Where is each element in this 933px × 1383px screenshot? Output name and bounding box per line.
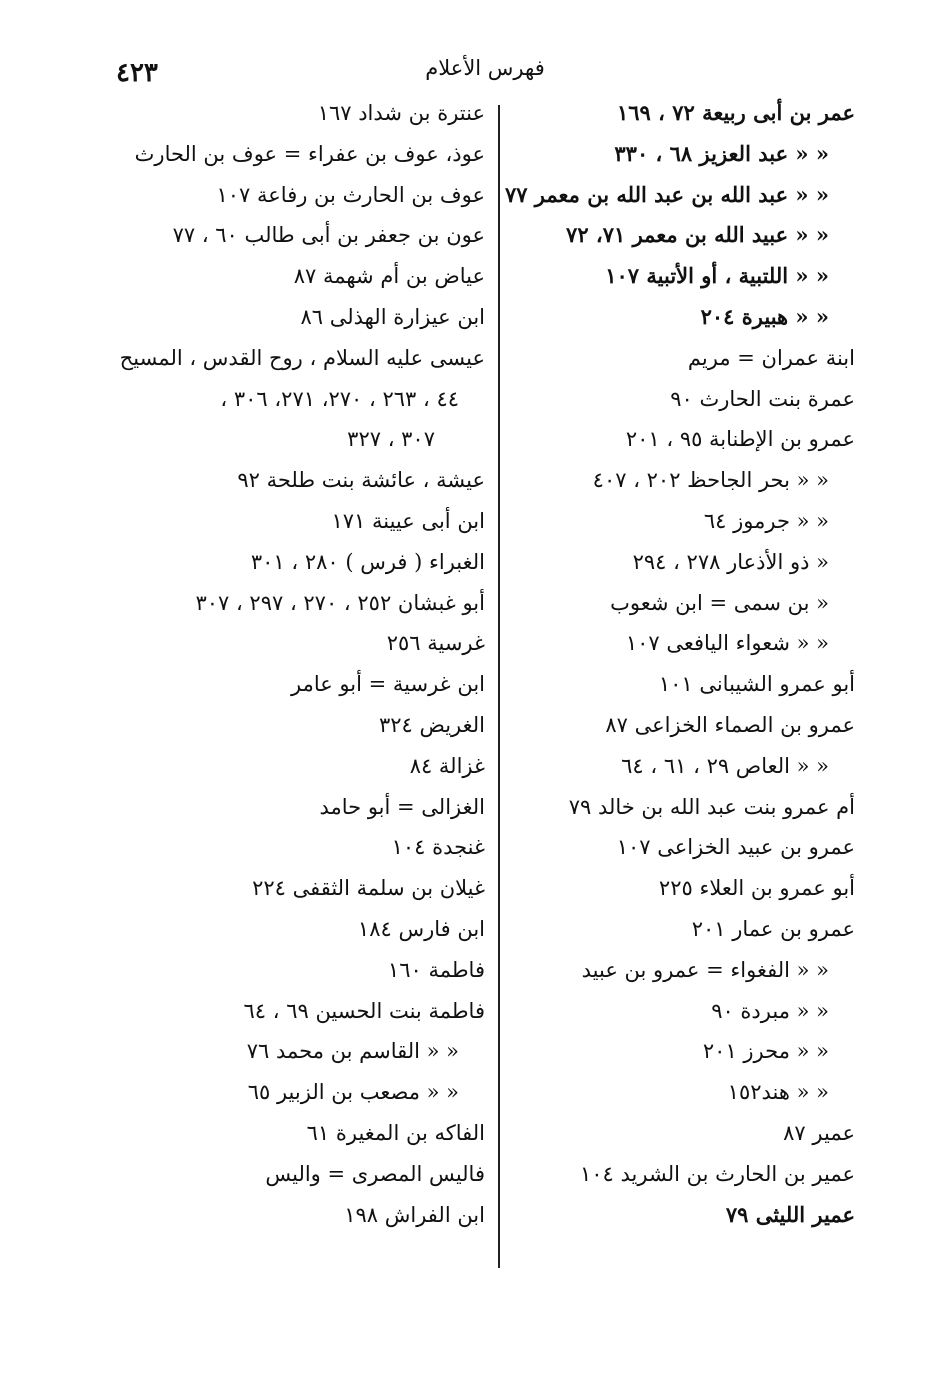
index-entry: « « عبد العزيز ٦٨ ، ٣٣٠	[614, 140, 829, 166]
index-entry: ابن فارس ١٨٤	[357, 916, 485, 941]
index-entry: « « بحر الجاحظ ٢٠٢ ، ٤٠٧	[592, 468, 829, 493]
index-entry: عمرو بن عمار ٢٠١	[691, 916, 855, 941]
page-number: ٤٢٣	[116, 58, 158, 88]
index-entry: ابن الفراش ١٩٨	[344, 1202, 485, 1227]
index-entry: ابن أبى عيينة ١٧١	[331, 508, 485, 533]
index-entry: أم عمرو بنت عبد الله بن خالد ٧٩	[568, 794, 855, 819]
index-column-left	[100, 93, 485, 1235]
index-entry: « « هند١٥٢	[727, 1080, 829, 1105]
index-entry: عون بن جعفر بن أبى طالب ٦٠ ، ٧٧	[172, 223, 485, 248]
index-entry: الغبراء ( فرس ) ٢٨٠ ، ٣٠١	[250, 549, 485, 574]
index-entry: « « عبيد الله بن معمر ٧١، ٧٢	[566, 222, 829, 248]
index-entry: أبو عمرو بن العلاء ٢٢٥	[658, 876, 855, 901]
index-entry: ابن غرسية = أبو عامر	[290, 672, 485, 697]
index-entry: عوذ، عوف بن عفراء = عوف بن الحارث	[134, 141, 485, 166]
column-divider	[498, 105, 500, 1268]
index-entry: « « اللتبية ، أو الأتبية ١٠٧	[605, 263, 829, 289]
index-entry: عياض بن أم شهمة ٨٧	[293, 264, 485, 289]
index-entry: « « مصعب بن الزبير ٦٥	[247, 1080, 459, 1105]
index-entry: عمرة بنت الحارث ٩٠	[670, 386, 855, 411]
index-entry: الغزالى = أبو حامد	[319, 794, 485, 819]
index-entry: ابن عيزارة الهذلى ٨٦	[300, 304, 485, 329]
index-entry: غرسية ٢٥٦	[386, 631, 485, 656]
index-column-right	[505, 93, 855, 1235]
index-entry: عمير بن الحارث بن الشريد ١٠٤	[580, 1161, 855, 1186]
index-entry: غنجدة ١٠٤	[391, 835, 485, 860]
index-entry: عيشة ، عائشة بنت طلحة ٩٢	[237, 468, 485, 493]
index-entry: ٣٠٧ ، ٣٢٧	[347, 427, 435, 452]
index-entry: « « هبيرة ٢٠٤	[700, 303, 829, 329]
index-entry: أبو عمرو الشيبانى ١٠١	[658, 672, 855, 697]
index-entry: فاطمة بنت الحسين ٦٩ ، ٦٤	[243, 998, 485, 1023]
index-entry: أبو غبشان ٢٥٢ ، ٢٧٠ ، ٢٩٧ ، ٣٠٧	[195, 590, 485, 615]
index-entry: عمير الليثى ٧٩	[725, 1201, 855, 1227]
index-entry: فاليس المصرى = واليس	[265, 1161, 485, 1186]
running-head-title: فهرس الأعلام	[425, 56, 545, 80]
index-entry: « « القاسم بن محمد ٧٦	[246, 1039, 459, 1064]
index-entry: « « مبردة ٩٠	[711, 998, 829, 1023]
index-entry: « ذو الأذعار ٢٧٨ ، ٢٩٤	[632, 549, 829, 574]
index-entry: الغريض ٣٢٤	[378, 712, 485, 737]
index-entry: عنترة بن شداد ١٦٧	[317, 101, 485, 125]
index-entry: عمرو بن الصماء الخزاعى ٨٧	[605, 712, 855, 737]
index-entry: عمرو بن الإطنابة ٩٥ ، ٢٠١	[625, 427, 855, 452]
index-entry: غزالة ٨٤	[409, 753, 485, 778]
index-entry: « « محرز ٢٠١	[702, 1039, 829, 1064]
index-entry: عوف بن الحارث بن رفاعة ١٠٧	[216, 182, 485, 207]
index-entry: عمير ٨٧	[783, 1120, 855, 1145]
index-entry: « « الفغواء = عمرو بن عبيد	[581, 957, 829, 982]
index-entry: « « عبد الله بن عبد الله بن معمر ٧٧	[504, 181, 829, 207]
index-entry: عيسى عليه السلام ، روح القدس ، المسيح	[119, 345, 485, 370]
index-entry: ابنة عمران = مريم	[687, 345, 855, 370]
index-entry: الفاكه بن المغيرة ٦١	[306, 1120, 485, 1145]
index-entry: عمرو بن عبيد الخزاعى ١٠٧	[616, 835, 855, 860]
index-entry: « بن سمى = ابن شعوب	[610, 590, 829, 615]
index-entry: « « شعواء اليافعى ١٠٧	[625, 631, 829, 656]
index-entry: « « العاص ٢٩ ، ٦١ ، ٦٤	[621, 753, 829, 778]
index-entry: عمر بن أبى ربيعة ٧٢ ، ١٦٩	[616, 100, 855, 125]
index-entry: ٤٤ ، ٢٦٣ ، ٢٧٠، ٢٧١، ٣٠٦ ،	[220, 386, 459, 411]
index-entry: غيلان بن سلمة الثقفى ٢٢٤	[252, 876, 485, 901]
index-entry: « « جرموز ٦٤	[703, 508, 829, 533]
index-entry: فاطمة ١٦٠	[387, 957, 485, 982]
